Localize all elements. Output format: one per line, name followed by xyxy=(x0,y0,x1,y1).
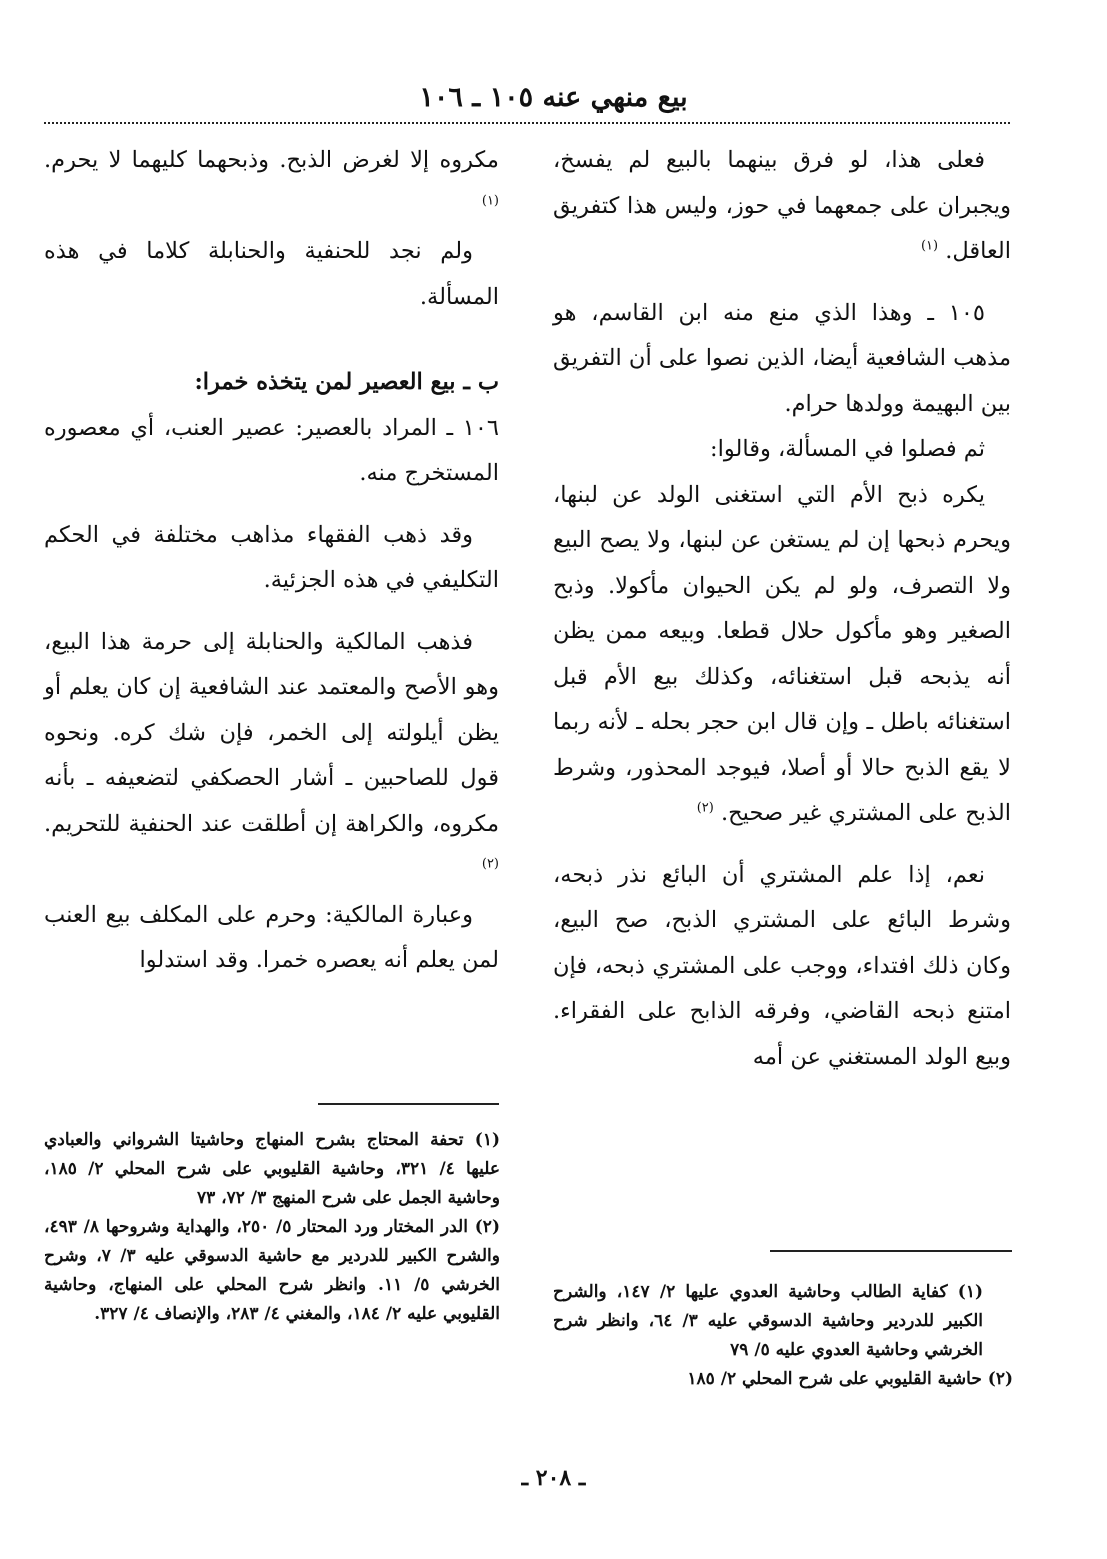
footnote-text: تحفة المحتاج بشرح المنهاج وحاشيتا الشرواني والعبادي عليها ٤/ ٣٢١، وحاشية القليوبي على شرح المحلي ٢/ ١٨٥، وحاشية الجمل على شرح المنهج ٣/ ٧٢، ٧٣ xyxy=(44,1130,500,1208)
paragraph: نعم، إذا علم المشتري أن البائع نذر ذبحه، وشرط البائع على المشتري الذبح، صح البيع، وكان ذلك افتداء، ووجب على المشتري ذبحه، فإن امتنع ذبحه القاضي، وفرقه الذابح على الفقراء. وبيع الولد المستغني عن أمه xyxy=(553,861,1011,1070)
footnote xyxy=(44,1213,500,1329)
footnote-number: (١) xyxy=(957,1282,983,1302)
footnote-number: (٢) xyxy=(987,1369,1013,1389)
footnote-text: كفاية الطالب وحاشية العدوي عليها ٢/ ١٤٧، والشرح الكبير للدردير وحاشية الدسوقي عليه ٣/ ٦٤، وانظر شرح الخرشي وحاشية العدوي عليه ٥/ ٧٩ xyxy=(553,1282,983,1360)
footnotes-right xyxy=(553,1278,1013,1394)
paragraph-text: فعلى هذا، لو فرق بينهما بالبيع لم يفسخ، ويجبران على جمعهما في حوز، وليس هذا كتفريق العاقل. xyxy=(553,147,1011,264)
paragraph xyxy=(553,138,1011,275)
running-header-title: بيع منهي عنه ١٠٥ ـ ١٠٦ xyxy=(419,82,688,113)
paragraph: ولم نجد للحنفية والحنابلة كلاما في هذه المسألة. xyxy=(44,238,499,310)
footnotes-left xyxy=(44,1126,500,1329)
footnote-separator xyxy=(318,1103,499,1105)
paragraph-106: ١٠٦ ـ المراد بالعصير: عصير العنب، أي معصوره المستخرج منه. xyxy=(44,414,499,486)
page-number: ـ ٢٠٨ ـ xyxy=(521,1465,586,1491)
footnote xyxy=(44,1126,500,1213)
paragraph: ثم فصلوا في المسألة، وقالوا: xyxy=(710,436,985,462)
paragraph-105: ١٠٥ ـ وهذا الذي منع منه ابن القاسم، هو مذهب الشافعية أيضا، الذين نصوا على أن التفريق بين البهيمة وولدها حرام. xyxy=(553,299,1011,417)
paragraph xyxy=(44,620,499,893)
paragraph xyxy=(44,138,499,229)
section-subheading: ب ـ بيع العصير لمن يتخذه خمرا: xyxy=(194,369,499,395)
footnote-separator xyxy=(770,1250,1012,1252)
paragraph: وعبارة المالكية: وحرم على المكلف بيع العنب لمن يعلم أنه يعصره خمرا. وقد استدلوا xyxy=(44,901,499,973)
footnote-ref: (١) xyxy=(920,238,939,254)
footnote-number: (٢) xyxy=(474,1217,500,1237)
header-dotted-rule xyxy=(44,122,1010,124)
footnote xyxy=(553,1278,1013,1365)
footnote-ref: (٢) xyxy=(696,800,714,816)
paragraph-text: يكره ذبح الأم التي استغنى الولد عن لبنها، ويحرم ذبحها إن لم يستغن عن لبنها، ولا يصح البيع ولا التصرف، ولو لم يكن الحيوان مأكولا. وذبح الصغير وهو مأكول حلال قطعا. وبيعه ممن يظن أنه يذبحه قبل استغنائه، وكذلك بيع الأم قبل استغنائه باطل ـ وإن قال ابن حجر بحله ـ لأنه ربما لا يقع الذبح حالا أو أصلا، فيوجد المحذور، وشرط الذبح على المشتري غير صحيح. xyxy=(553,481,1011,826)
left-text-column xyxy=(44,138,499,984)
paragraph-text: مكروه إلا لغرض الذبح. وذبحهما كليهما لا يحرم. xyxy=(44,147,499,173)
right-text-column xyxy=(553,138,1011,1080)
footnote-number: (١) xyxy=(474,1130,500,1150)
paragraph xyxy=(553,473,1011,837)
paragraph-text: فذهب المالكية والحنابلة إلى حرمة هذا البيع، وهو الأصح والمعتمد عند الشافعية إن كان يعلم أو يظن أيلولته إلى الخمر، فإن شك كره. ونحوه قول للصاحبين ـ أشار الحصكفي لتضعيفه ـ بأنه مكروه، والكراهة إن أطلقت عند الحنفية للتحريم. xyxy=(44,628,499,837)
footnote-text: الدر المختار ورد المحتار ٥/ ٢٥٠، والهداية وشروحها ٨/ ٤٩٣، والشرح الكبير للدردير مع حاشية الدسوقي عليه ٣/ ٧، وشرح الخرشي ٥/ ١١. وانظر شرح المحلي على المنهاج، وحاشية القليوبي عليه ٢/ ١٨٤، والمغني ٤/ ٢٨٣، والإنصاف ٤/ ٣٢٧. xyxy=(44,1217,500,1324)
footnote-ref: (٢) xyxy=(481,856,499,872)
footnote-ref: (١) xyxy=(481,193,499,208)
paragraph: وقد ذهب الفقهاء مذاهب مختلفة في الحكم التكليفي في هذه الجزئية. xyxy=(44,521,499,593)
footnote xyxy=(553,1365,1013,1394)
footnote-text: حاشية القليوبي على شرح المحلي ٢/ ١٨٥ xyxy=(687,1369,982,1389)
